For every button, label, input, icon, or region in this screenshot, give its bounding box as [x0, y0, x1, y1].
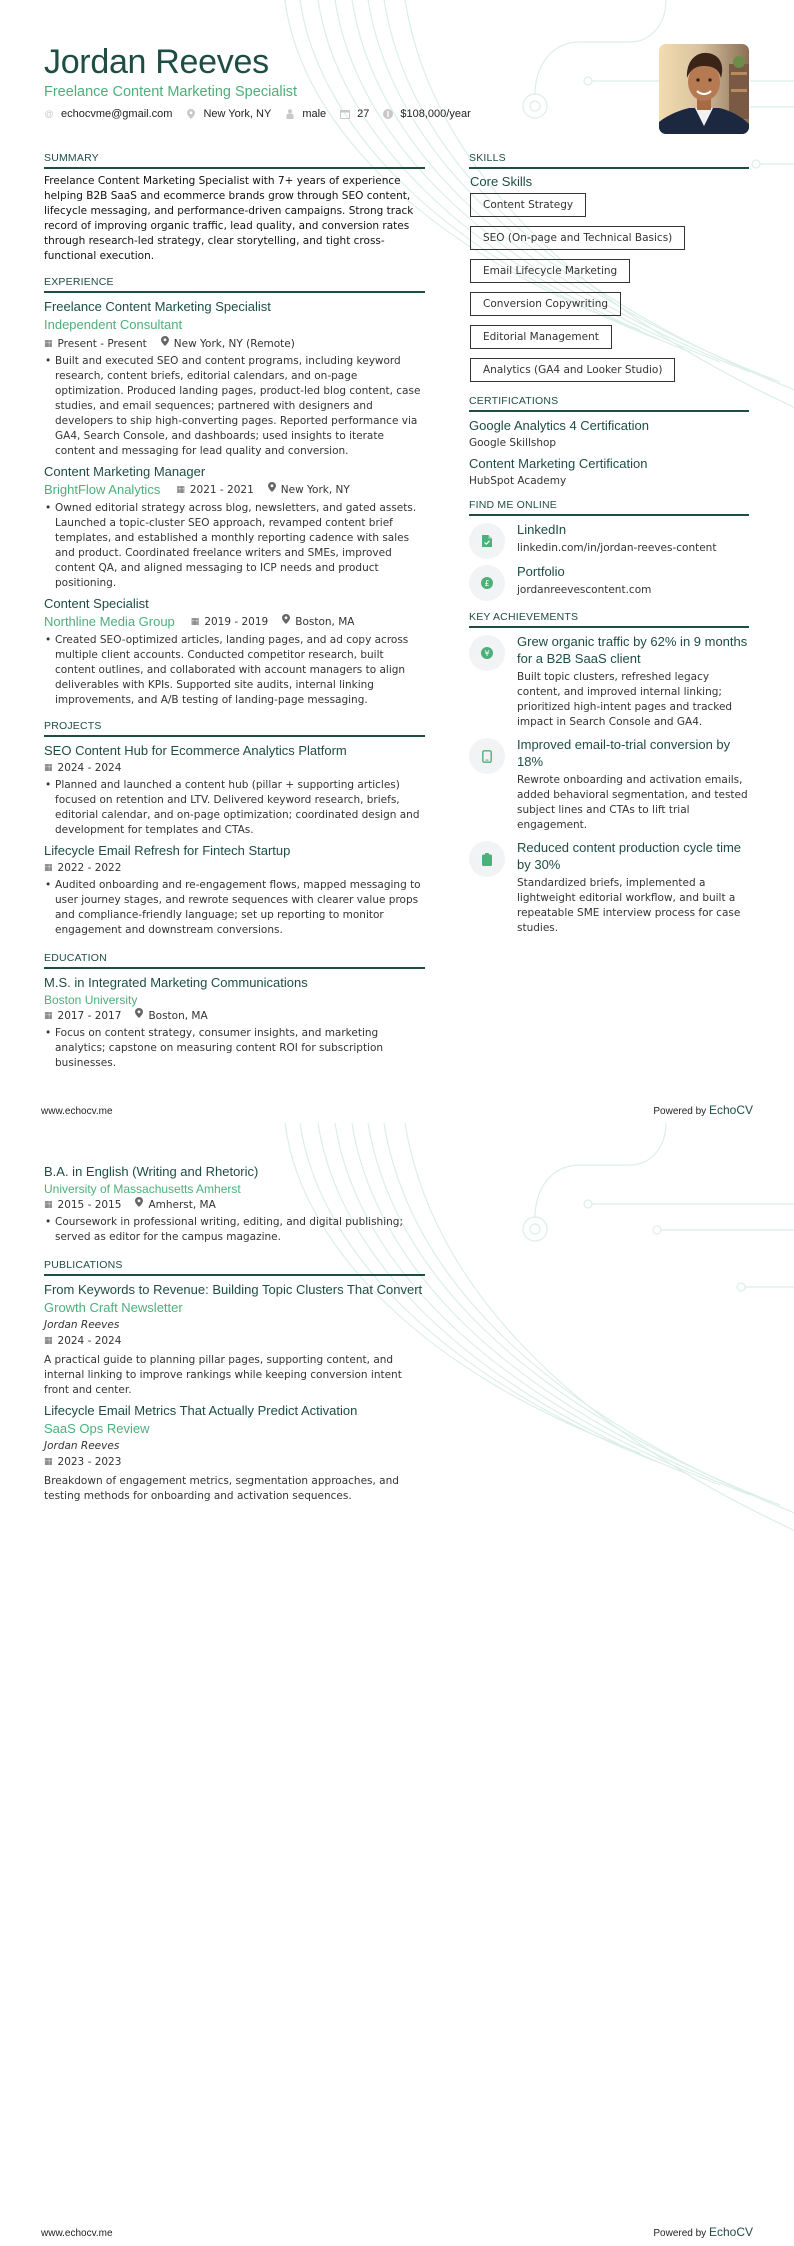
online-link-linkedin[interactable]	[469, 521, 749, 561]
calendar-icon: ▦	[44, 1200, 53, 1210]
section-heading: PROJECTS	[44, 720, 425, 737]
location-pin-icon	[135, 1008, 143, 1024]
section-heading: FIND ME ONLINE	[469, 499, 749, 516]
experience-entry	[44, 595, 425, 708]
contact-age: 27	[340, 108, 369, 120]
publication-publisher: Growth Craft Newsletter	[44, 1300, 183, 1315]
location-pin-icon	[135, 1197, 143, 1213]
section-heading: SUMMARY	[44, 152, 425, 169]
publication-description: Breakdown of engagement metrics, segmentation approaches, and testing methods for onboarding and activation sequences.	[44, 1475, 399, 1502]
degree: M.S. in Integrated Marketing Communications	[44, 975, 308, 990]
job-bullet: • Created SEO-optimized articles, landing pages, and ad copy across multiple client accounts. Conducted competitor research, built content outlines, and collaborated with account managers to align deliverables with KPIs. Supported site audits, internal linking improvements, and A/B testing of landing-page messaging.	[45, 634, 409, 706]
calendar-icon: ▦	[44, 1457, 53, 1467]
publication-meta	[44, 1454, 425, 1470]
education-dates: 2015 - 2015	[57, 1199, 122, 1211]
project-dates: 2022 - 2022	[57, 862, 122, 874]
pound-coin-icon	[481, 577, 493, 589]
certification-name: Google Analytics 4 Certification	[469, 418, 649, 433]
job-bullet: • Built and executed SEO and content programs, including keyword research, content briefs, editorial calendars, and on-page optimization. Produced landing pages, product-led blog content, case studies, and email sequences; partnered with designers and developers to ship high-converting pages. Reported performance via GA4, Search Console, and dashboards; used insights to iterate content and messaging for lead quality and conversion.	[45, 355, 421, 457]
right-column	[469, 152, 749, 942]
link-label: Portfolio	[517, 564, 565, 579]
education-bullet: • Focus on content strategy, consumer insights, and marketing analytics; capstone on measuring content ROI for subscription businesses.	[45, 1027, 384, 1069]
location-pin-icon	[161, 336, 169, 352]
job-meta	[44, 336, 425, 352]
certification-entry	[469, 455, 749, 489]
calendar-icon: ▦	[44, 1011, 53, 1021]
location-pin-icon	[268, 482, 276, 498]
svg-text:¥: ¥	[484, 649, 490, 658]
publication-description: A practical guide to planning pillar pages, supporting content, and internal linking to improve rankings while keeping conversion intent front and center.	[44, 1354, 402, 1396]
publication-author: Jordan Reeves	[44, 1319, 120, 1331]
summary-section	[44, 152, 425, 264]
achievement-description: Built topic clusters, refreshed legacy content, and improved internal linking; prioritized high-intent pages and tracked impact in Search Console and GA4.	[517, 671, 733, 728]
contact-gender: male	[285, 108, 326, 120]
project-entry	[44, 842, 425, 938]
contact-salary: $108,000/year	[383, 108, 470, 120]
calendar-icon: ▦	[44, 339, 53, 349]
online-section	[469, 499, 749, 603]
summary-text: Freelance Content Marketing Specialist with 7+ years of experience helping B2B SaaS and ecommerce brands grow through SEO content, lifecycle messaging, and performance-driven campaigns. Strong track record of improving organic traffic, lead quality, and conversion rates through research-led strategy, clear storytelling, and tight cross-functional execution.	[44, 175, 414, 262]
job-bullet: • Owned editorial strategy across blog, newsletters, and gated assets. Launched a topic-cluster SEO approach, revamped content brief templates, and established a monthly reporting cadence with sales and product. Coordinated freelance writers and SMEs, improved content QA, and aligned messaging to ICP needs and product positioning.	[45, 502, 417, 589]
publication-dates: 2023 - 2023	[57, 1456, 122, 1468]
left-column	[44, 1163, 425, 1504]
calendar-icon: ▦	[44, 1336, 53, 1346]
candidate-name: Jordan Reeves	[44, 43, 269, 81]
certification-name: Content Marketing Certification	[469, 456, 648, 471]
skill-tag: Content Strategy	[470, 193, 586, 217]
achievement-item	[469, 839, 749, 940]
job-meta	[176, 482, 349, 498]
project-title: SEO Content Hub for Ecommerce Analytics Platform	[44, 743, 347, 758]
experience-entry	[44, 463, 425, 591]
publication-dates: 2024 - 2024	[57, 1335, 122, 1347]
online-link-portfolio[interactable]	[469, 563, 749, 603]
project-meta	[44, 860, 425, 876]
candidate-title: Freelance Content Marketing Specialist	[44, 84, 298, 100]
footer-site-link[interactable]: www.echocv.me	[41, 1106, 113, 1117]
degree: B.A. in English (Writing and Rhetoric)	[44, 1164, 259, 1179]
job-dates: 2021 - 2021	[189, 484, 254, 496]
document-check-icon	[482, 535, 492, 547]
resume-page-2	[0, 1123, 794, 2246]
job-title: Freelance Content Marketing Specialist	[44, 299, 271, 314]
section-heading: PUBLICATIONS	[44, 1259, 425, 1276]
mobile-phone-icon	[482, 750, 492, 763]
calendar-icon: ▦	[190, 617, 200, 627]
section-heading: EXPERIENCE	[44, 276, 425, 293]
calendar-icon: ▦	[176, 485, 185, 495]
school-name: Boston University	[44, 993, 138, 1007]
job-location: New York, NY (Remote)	[173, 338, 295, 350]
skills-subheading: Core Skills	[470, 174, 533, 189]
education-dates: 2017 - 2017	[57, 1010, 122, 1022]
location-pin-icon	[282, 614, 290, 630]
project-bullet: • Planned and launched a content hub (pillar + supporting articles) focused on retention and LTV. Delivered keyword research, briefs, editorial calendar, and on-page optimization; coordinated design and development for templates and CTAs.	[45, 779, 420, 836]
achievement-title: Reduced content production cycle time by 30%	[517, 840, 742, 872]
publication-entry	[44, 1281, 425, 1398]
publication-title: From Keywords to Revenue: Building Topic Clusters That Convert	[44, 1282, 423, 1297]
education-location: Amherst, MA	[148, 1199, 216, 1211]
publications-section	[44, 1259, 425, 1504]
achievement-description: Rewrote onboarding and activation emails, added behavioral segmentation, and tested subject lines and CTAs to lift trial engagement.	[517, 774, 748, 831]
education-section	[44, 952, 425, 1071]
job-dates: Present - Present	[57, 338, 147, 350]
footer-powered-by: Powered by EchoCV	[653, 2225, 753, 2239]
section-heading: CERTIFICATIONS	[469, 395, 749, 412]
yen-coin-icon	[481, 647, 493, 659]
link-url[interactable]: linkedin.com/in/jordan-reeves-content	[517, 542, 717, 554]
achievement-description: Standardized briefs, implemented a lightweight editorial workflow, and built a repeatable SME interview process for case studies.	[517, 877, 741, 934]
clipboard-icon	[482, 853, 492, 866]
education-meta	[44, 1197, 425, 1213]
skill-tags	[469, 193, 749, 391]
skill-tag: Conversion Copywriting	[470, 292, 621, 316]
company-name: BrightFlow Analytics	[44, 482, 161, 497]
education-bullet: • Coursework in professional writing, editing, and digital publishing; served as editor for the campus magazine.	[45, 1216, 403, 1243]
publication-meta	[44, 1333, 425, 1349]
page-footer	[41, 2225, 753, 2239]
section-heading: KEY ACHIEVEMENTS	[469, 611, 749, 628]
achievement-title: Improved email-to-trial conversion by 18%	[517, 737, 731, 769]
job-dates: 2019 - 2019	[204, 616, 269, 628]
education-location: Boston, MA	[148, 1010, 208, 1022]
education-meta	[44, 1008, 425, 1024]
project-meta	[44, 760, 425, 776]
skill-tag: Email Lifecycle Marketing	[470, 259, 630, 283]
left-column	[44, 152, 425, 1071]
certification-issuer: Google Skillshop	[469, 437, 557, 449]
certification-entry	[469, 417, 749, 451]
certifications-section	[469, 395, 749, 489]
section-heading: EDUCATION	[44, 952, 425, 969]
projects-section	[44, 720, 425, 938]
contact-email[interactable]: @ echocvme@gmail.com	[44, 108, 173, 120]
section-heading: SKILLS	[469, 152, 749, 169]
job-location: Boston, MA	[295, 616, 355, 628]
skill-tag: Editorial Management	[470, 325, 612, 349]
education-entry	[44, 1163, 425, 1245]
company-name: Independent Consultant	[44, 317, 183, 332]
skill-tag: SEO (On-page and Technical Basics)	[470, 226, 685, 250]
footer-powered-by: Powered by EchoCV	[653, 1103, 753, 1117]
location-pin-icon	[186, 109, 196, 119]
calendar-icon	[340, 109, 350, 119]
certification-issuer: HubSpot Academy	[469, 475, 567, 487]
job-title: Content Specialist	[44, 596, 149, 611]
school-name: University of Massachusetts Amherst	[44, 1182, 241, 1196]
project-title: Lifecycle Email Refresh for Fintech Startup	[44, 843, 291, 858]
skill-tag: Analytics (GA4 and Looker Studio)	[470, 358, 675, 382]
footer-brand[interactable]: EchoCV	[708, 1103, 753, 1117]
job-meta	[191, 614, 355, 630]
contact-location: New York, NY	[186, 108, 271, 120]
calendar-icon: ▦	[44, 863, 53, 873]
link-label: LinkedIn	[517, 522, 567, 537]
footer-brand[interactable]: EchoCV	[708, 2225, 753, 2239]
project-bullet: • Audited onboarding and re-engagement flows, mapped messaging to user journey stages, and rewrote sequences with clearer value props and compliance-friendly language; set up reporting to monitor engagement and downstream conversions.	[45, 879, 421, 936]
job-title: Content Marketing Manager	[44, 464, 206, 479]
publication-publisher: SaaS Ops Review	[44, 1421, 150, 1436]
footer-site-link[interactable]: www.echocv.me	[41, 2228, 113, 2239]
page-footer	[41, 1103, 753, 1117]
project-entry	[44, 742, 425, 838]
publication-entry	[44, 1402, 425, 1504]
publication-title: Lifecycle Email Metrics That Actually Predict Activation	[44, 1403, 358, 1418]
link-url[interactable]: jordanreevescontent.com	[517, 584, 652, 596]
money-icon	[383, 109, 393, 119]
skills-section	[469, 152, 749, 391]
publication-author: Jordan Reeves	[44, 1440, 120, 1452]
person-icon	[285, 109, 295, 119]
achievement-title: Grew organic traffic by 62% in 9 months for a B2B SaaS client	[517, 634, 748, 666]
experience-entry	[44, 298, 425, 459]
project-dates: 2024 - 2024	[57, 762, 122, 774]
education-entry	[44, 974, 425, 1071]
job-location: New York, NY	[280, 484, 350, 496]
at-icon: @	[44, 109, 54, 119]
contact-info	[44, 108, 764, 120]
calendar-icon: ▦	[44, 763, 53, 773]
resume-header	[44, 42, 764, 142]
svg-text:£: £	[484, 579, 490, 588]
achievement-item	[469, 633, 749, 734]
company-name: Northline Media Group	[44, 614, 175, 629]
achievements-section	[469, 611, 749, 940]
profile-photo	[659, 44, 749, 134]
experience-section	[44, 276, 425, 708]
achievement-item	[469, 736, 749, 837]
